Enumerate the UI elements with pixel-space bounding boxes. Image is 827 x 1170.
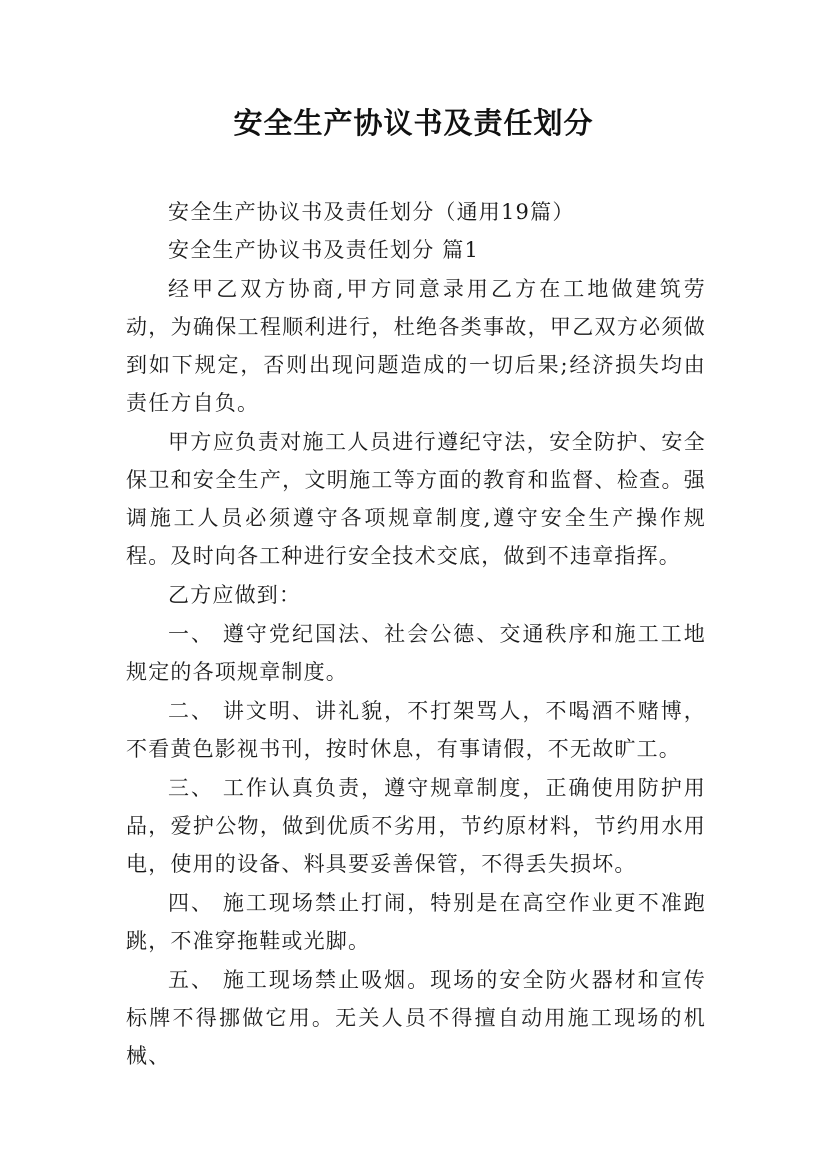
list-item: 二、 讲文明、讲礼貌，不打架骂人，不喝酒不赌博，不看黄色影视书刊，按时休息，有事请假，不无故旷工。 [126, 699, 706, 761]
body-paragraph: 经甲乙双方协商,甲方同意录用乙方在工地做建筑劳动，为确保工程顺利进行，杜绝各类事故，甲乙双方必须做到如下规定，否则出现问题造成的一切后果;经济损失均由责任方自负。 [126, 277, 706, 415]
body-paragraph: 甲方应负责对施工人员进行遵纪守法，安全防护、安全保卫和安全生产，文明施工等方面的教育和监督、检查。强调施工人员必须遵守各项规章制度,遵守安全生产操作规程。及时向各工种进行安全技术交底，做到不违章指挥。 [126, 430, 706, 568]
subtitle-paragraph: 安全生产协议书及责任划分（通用19篇） [168, 200, 575, 224]
body-paragraph: 乙方应做到： [168, 583, 302, 607]
section-heading: 安全生产协议书及责任划分 篇1 [168, 238, 480, 262]
list-item: 三、 工作认真负责，遵守规章制度，正确使用防护用品，爱护公物，做到优质不劣用，节约原材料，节约用水用电，使用的设备、料具要妥善保管，不得丢失损坏。 [126, 776, 706, 876]
list-item: 五、 施工现场禁止吸烟。现场的安全防火器材和宣传标牌不得挪做它用。无关人员不得擅自动用施工现场的机械、 [126, 968, 706, 1068]
list-item: 一、 遵守党纪国法、社会公德、交通秩序和施工工地规定的各项规章制度。 [126, 622, 706, 684]
document-body [126, 193, 706, 1075]
document-title: 安全生产协议书及责任划分 [233, 106, 594, 140]
list-item: 四、 施工现场禁止打闹，特别是在高空作业更不准跑跳，不准穿拖鞋或光脚。 [126, 891, 706, 953]
